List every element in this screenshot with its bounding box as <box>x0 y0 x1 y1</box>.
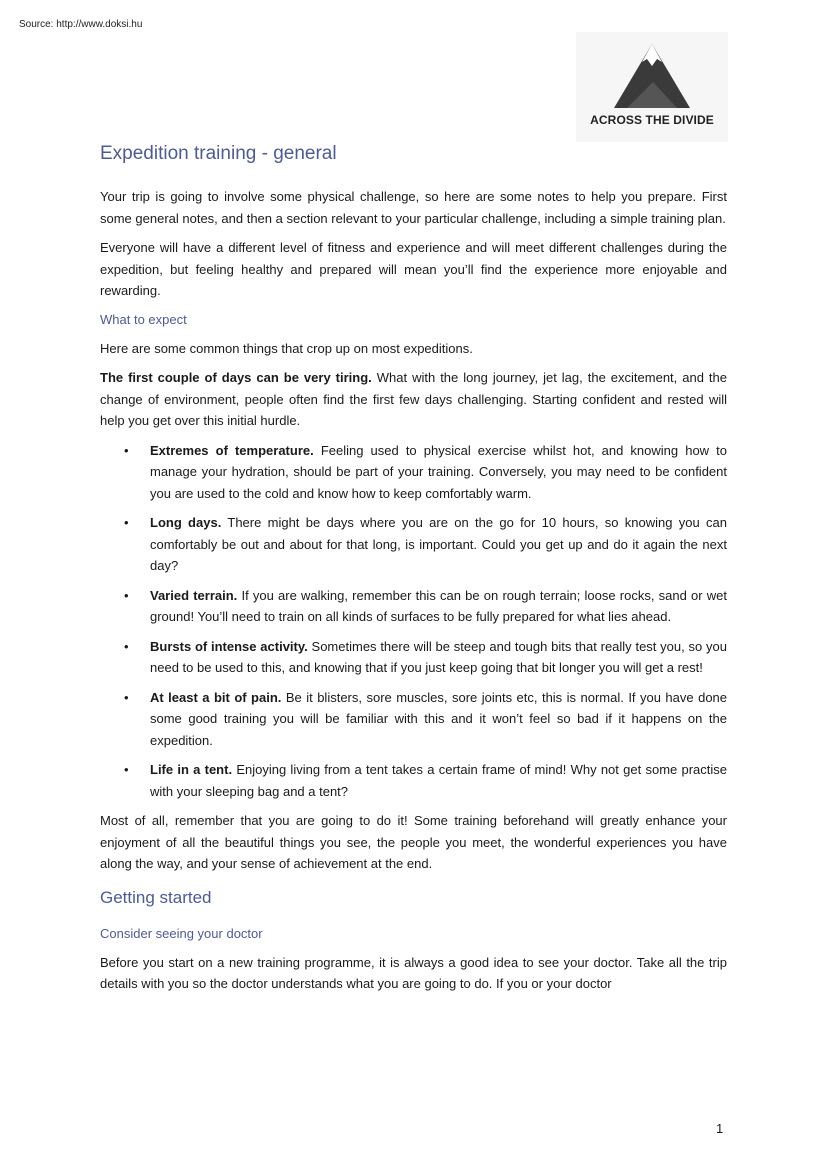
intro-paragraph-2: Everyone will have a different level of fitness and experience and will meet different challenges during the expedition, but feeling healthy and prepared will mean you’ll find the experience more enjoyable and rewarding. <box>100 240 727 298</box>
bullet: • <box>124 442 129 458</box>
bullet: • <box>124 762 129 777</box>
page-number: 1 <box>716 1121 724 1136</box>
bullet: • <box>124 638 129 654</box>
item-bold: At least a bit of pain. <box>150 689 282 705</box>
first-days-bold: The first couple of days can be very tiring. <box>100 370 372 385</box>
item-text: If you are walking, remember this can be on rough terrain; loose rocks, sand or wet ground! You’ll need to train on all kinds of surfaces to be fully prepared for what lies ahead. <box>150 587 727 624</box>
list-item <box>100 512 727 577</box>
getting-started-heading: Getting started <box>100 887 212 907</box>
list-item <box>100 636 727 679</box>
logo-text: ACROSS THE DIVIDE <box>590 113 714 127</box>
mountain-icon <box>613 42 691 110</box>
doctor-subheading: Consider seeing your doctor <box>100 925 263 941</box>
first-days-text: What with the long journey, jet lag, the excitement, and the change of environment, people often find the first few days challenging. Starting confident and rested will help you get over this initial hurdle. <box>100 370 727 428</box>
closing-paragraph: Most of all, remember that you are going to do it! Some training beforehand will greatly enhance your enjoyment of all the beautiful things you see, the people you meet, the wonderful experiences you have along the way, and your sense of achievement at the end. <box>100 813 727 871</box>
challenges-list <box>100 440 727 803</box>
list-item <box>100 585 727 628</box>
first-days-paragraph <box>100 367 727 432</box>
document-body <box>100 141 727 1003</box>
bullet: • <box>124 515 129 530</box>
item-text: Enjoying living from a tent takes a certain frame of mind! Why not get some practise with your sleeping bag and a tent? <box>150 762 728 799</box>
list-item <box>100 687 727 752</box>
item-text: There might be days where you are on the go for 10 hours, so knowing you can comfortably be out and about for that long, is important. Could you get up and do it again the next day? <box>150 515 728 573</box>
item-text: Feeling used to physical exercise whilst hot, and knowing how to manage your hydration, should be part of your training. Conversely, you may need to be confident you are used to the cold and know how to keep comfortably warm. <box>150 442 727 501</box>
what-to-expect-lead: Here are some common things that crop up on most expeditions. <box>100 340 473 356</box>
item-text: Sometimes there will be steep and tough bits that really test you, so you need to be used to this, and knowing that if you just keep going that bit longer you will get a rest! <box>150 638 727 675</box>
logo <box>576 32 728 142</box>
list-item <box>100 440 727 505</box>
item-text: Be it blisters, sore muscles, sore joints etc, this is normal. If you have done some good training you will be familiar with this and it won’t feel so bad if it happens on the expedition. <box>150 689 728 748</box>
doctor-paragraph: Before you start on a new training programme, it is always a good idea to see your doctor. Take all the trip details with you so the doctor understands what you are going to do. If you or your doctor <box>100 954 727 991</box>
bullet: • <box>124 689 129 705</box>
item-bold: Extremes of temperature. <box>150 442 314 458</box>
source-url: Source: http://www.doksi.hu <box>19 19 143 30</box>
item-bold: Life in a tent. <box>150 762 233 777</box>
item-bold: Long days. <box>150 515 222 530</box>
what-to-expect-heading: What to expect <box>100 311 187 327</box>
item-bold: Bursts of intense activity. <box>150 638 308 654</box>
list-item <box>100 759 727 802</box>
item-bold: Varied terrain. <box>150 587 238 603</box>
bullet: • <box>124 587 129 603</box>
intro-paragraph-1: Your trip is going to involve some physical challenge, so here are some notes to help you prepare. First some general notes, and then a section relevant to your particular challenge, including a simple training plan. <box>100 189 727 226</box>
page-title: Expedition training - general <box>100 143 337 164</box>
